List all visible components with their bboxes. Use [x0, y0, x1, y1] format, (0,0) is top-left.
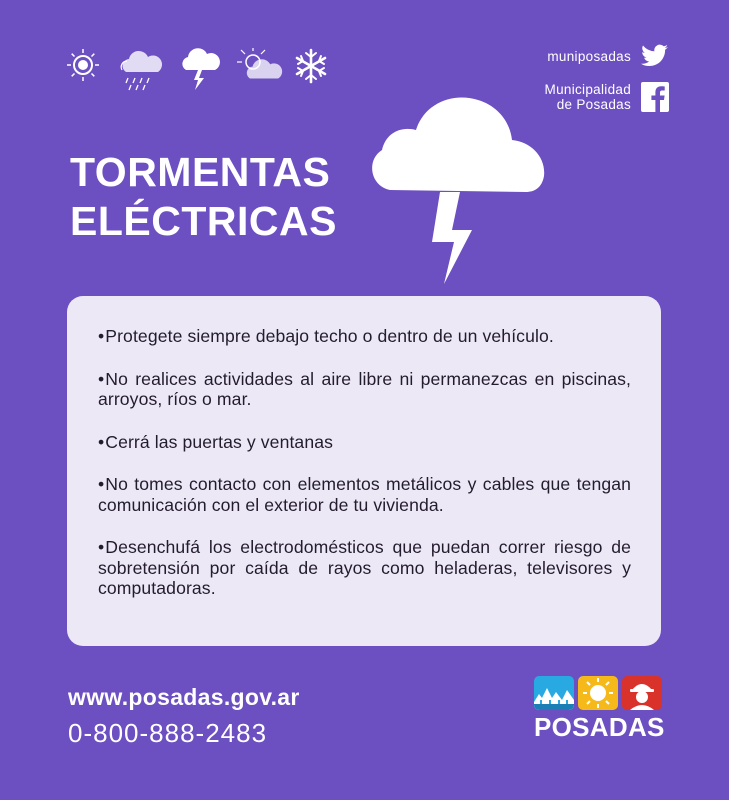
advice-item: • Desenchufá los electrodomésticos que puedan correr riesgo de sobretensión por caída de rayos como heladeras, televisores y computadoras.	[98, 537, 631, 599]
posadas-logo	[534, 676, 666, 748]
title-line1: TORMENTAS	[70, 149, 331, 195]
phone-number: 0-800-888-2483	[68, 718, 268, 748]
partly-cloudy-icon	[236, 48, 284, 84]
advice-item: • Protegete siempre debajo techo o dentro de un vehículo.	[98, 326, 631, 347]
weather-icons-row	[66, 48, 336, 88]
rain-cloud-icon	[118, 48, 164, 92]
facebook-name	[545, 82, 631, 112]
facebook-name-line1: Municipalidad	[544, 82, 631, 97]
twitter-icon	[641, 44, 669, 68]
logo-landscape-tile	[534, 676, 574, 710]
logo-person-icon	[622, 676, 662, 710]
logo-landscape-icon	[534, 676, 574, 710]
twitter-link[interactable]	[547, 44, 669, 68]
website-link[interactable]: www.posadas.gov.ar	[68, 684, 300, 710]
storm-cloud-icon	[180, 48, 220, 90]
advice-card	[67, 296, 661, 646]
logo-person-tile	[622, 676, 662, 710]
snowflake-icon	[294, 48, 328, 84]
lightning-cloud-icon	[368, 88, 548, 288]
logo-sun-icon	[578, 676, 618, 710]
advice-item: • No realices actividades al aire libre ni permanezcas en piscinas, arroyos, ríos o mar.	[98, 369, 631, 410]
sun-icon	[66, 48, 100, 82]
facebook-name-line2: de Posadas	[556, 97, 631, 112]
advice-list	[67, 296, 661, 599]
advice-item: • No tomes contacto con elementos metálicos y cables que tengan comunicación con el exterior de tu vivienda.	[98, 474, 631, 515]
title-line2: ELÉCTRICAS	[70, 198, 337, 244]
page-title	[70, 148, 337, 246]
logo-name: POSADAS	[534, 712, 665, 742]
advice-item: • Cerrá las puertas y ventanas	[98, 432, 631, 453]
facebook-link[interactable]	[545, 82, 669, 112]
logo-sun-tile	[578, 676, 618, 710]
twitter-handle: muniposadas	[547, 48, 631, 64]
facebook-icon	[641, 82, 669, 112]
